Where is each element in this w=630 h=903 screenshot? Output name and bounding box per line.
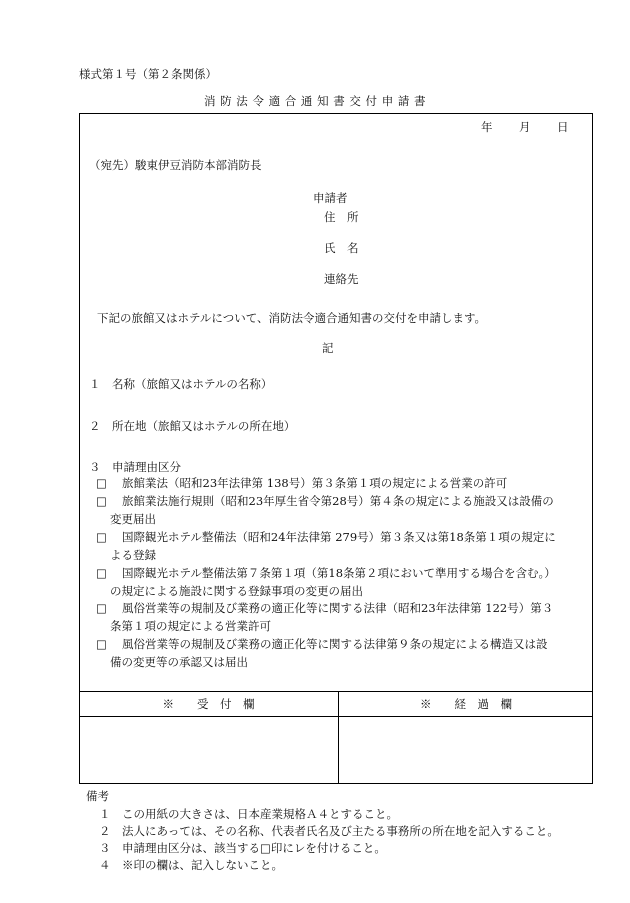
progress-cell — [339, 717, 592, 783]
page-title: 消 防 法 令 適 合 通 知 書 交 付 申 請 書 — [203, 94, 427, 108]
date-month-label: 月 — [519, 120, 531, 134]
section-reason-category: ３ 申請理由区分 — [89, 460, 181, 474]
reason-text: 風俗営業等の規制及び業務の適正化等に関する法律第９条の規定による構造又は設 — [122, 637, 548, 651]
reason-text-continued: 備の変更等の承認又は届出 — [110, 654, 248, 669]
checkbox[interactable]: □ — [96, 530, 107, 544]
reception-cell — [80, 717, 338, 783]
form-number: 様式第１号（第２条関係） — [79, 67, 217, 81]
reason-item — [96, 475, 590, 493]
reason-text: 国際観光ホテル整備法（昭和24年法律第 279号）第３条又は第18条第１項の規定に — [122, 530, 556, 544]
checkbox[interactable]: □ — [96, 494, 107, 508]
reason-text-continued: 条第１項の規定による営業許可 — [110, 618, 271, 633]
reason-item — [96, 493, 590, 528]
progress-column-header: ※ 経 過 欄 — [420, 697, 512, 711]
reason-item — [96, 600, 590, 635]
reason-text-continued: の規定による施設に関する登録事項の変更の届出 — [110, 583, 363, 598]
applicant-name-label: 氏 名 — [324, 241, 359, 255]
reason-item — [96, 636, 590, 671]
applicant-address-label: 住 所 — [324, 210, 359, 224]
checkbox[interactable]: □ — [96, 601, 107, 615]
reason-text: 旅館業法（昭和23年法律第 138号）第３条第１項の規定による営業の許可 — [122, 476, 508, 490]
reason-text: 旅館業法施行規則（昭和23年厚生省令第28号）第４条の規定による施設又は設備の — [122, 494, 554, 508]
note-item: １ この用紙の大きさは、日本産業規格Ａ４とすること。 — [99, 807, 398, 821]
reception-column-header: ※ 受 付 欄 — [162, 697, 255, 711]
ki-marker: 記 — [322, 341, 334, 355]
section-location: ２ 所在地（旅館又はホテルの所在地） — [89, 419, 296, 433]
date-day-label: 日 — [557, 120, 569, 134]
notes-title: 備考 — [86, 789, 109, 803]
applicant-label: 申請者 — [313, 191, 348, 205]
reason-text-continued: 変更届出 — [110, 511, 156, 526]
reason-text-continued: よる登録 — [110, 547, 156, 562]
note-item: ３ 申請理由区分は、該当する□印にレを付けること。 — [99, 841, 386, 855]
reason-text: 国際観光ホテル整備法第７条第１項（第18条第２項において準用する場合を含む。） — [122, 566, 556, 580]
note-item: ２ 法人にあっては、その名称、代表者氏名及び主たる事務所の所在地を記入すること。 — [99, 824, 559, 838]
section-name: １ 名称（旅館又はホテルの名称） — [89, 377, 273, 391]
table-top-divider — [79, 691, 593, 692]
checkbox[interactable]: □ — [96, 476, 107, 490]
reason-text: 風俗営業等の規制及び業務の適正化等に関する法律（昭和23年法律第 122号）第３ — [122, 601, 554, 615]
checkbox[interactable]: □ — [96, 566, 107, 580]
request-statement: 下記の旅館又はホテルについて、消防法令適合通知書の交付を申請します。 — [97, 311, 487, 325]
date-year-label: 年 — [481, 120, 493, 134]
reason-item — [96, 565, 590, 600]
applicant-contact-label: 連絡先 — [324, 272, 359, 286]
addressee: （宛先）駿東伊豆消防本部消防長 — [89, 158, 262, 172]
reason-item — [96, 529, 590, 564]
note-item: ４ ※印の欄は、記入しないこと。 — [99, 858, 283, 872]
checkbox[interactable]: □ — [96, 637, 107, 651]
